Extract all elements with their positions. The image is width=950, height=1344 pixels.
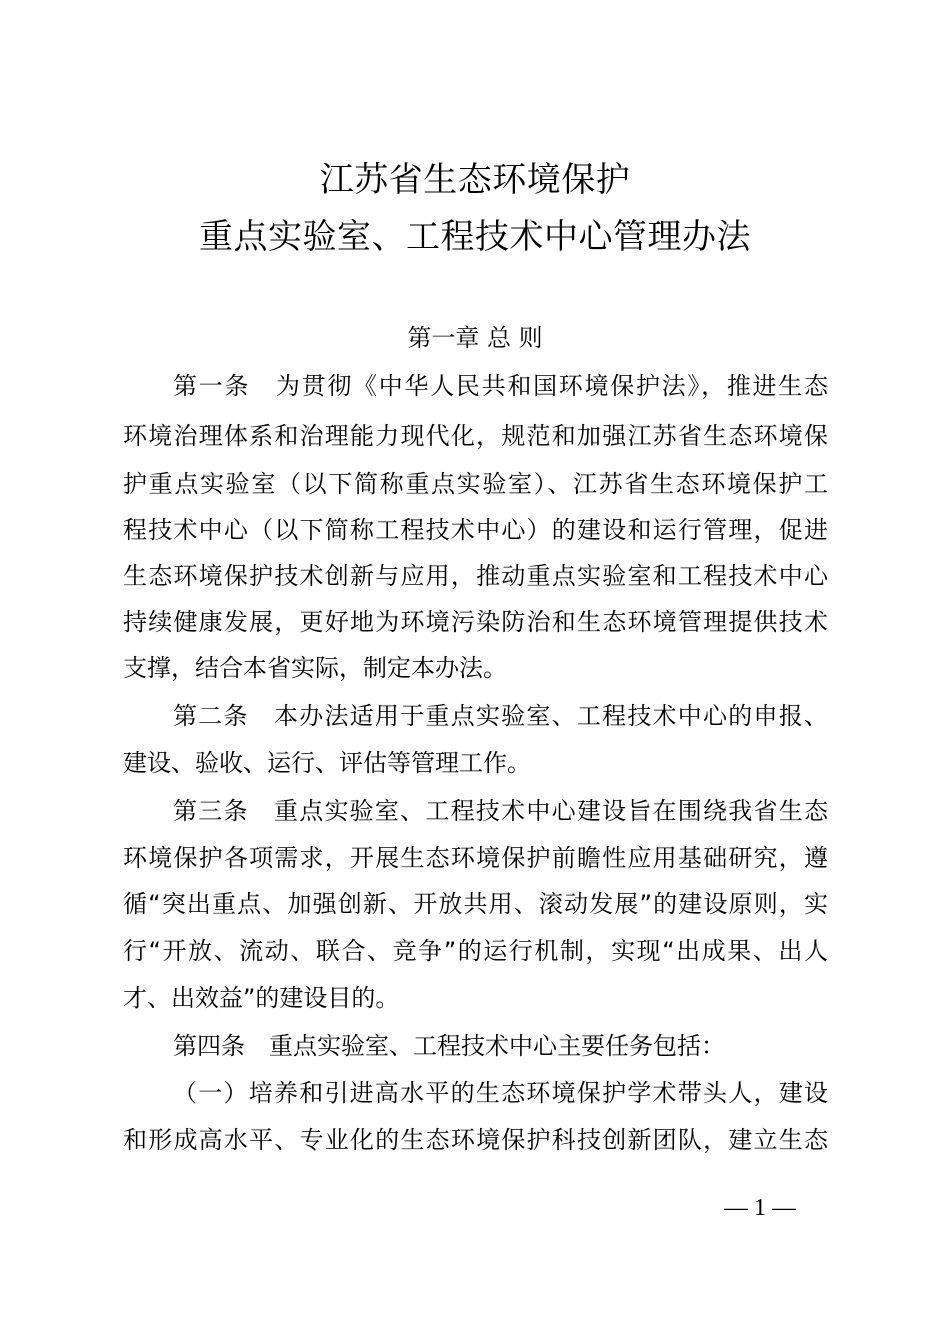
article-3-line: 循“突出重点、加强创新、开放共用、滚动发展”的建设原则，实	[123, 890, 828, 918]
article-4-item-1-line: 和形成高水平、专业化的生态环境保护科技创新团队，建立生态	[123, 1126, 828, 1154]
article-1-line: 持续健康发展，更好地为环境污染防治和生态环境管理提供技术	[123, 608, 828, 636]
article-1-line: 环境治理体系和治理能力现代化，规范和加强江苏省生态环境保	[123, 422, 828, 450]
article-2-line: 第二条 本办法适用于重点实验室、工程技术中心的申报、	[173, 702, 828, 730]
document-title-line-1: 江苏省生态环境保护	[319, 160, 631, 200]
article-3-line: 环境保护各项需求，开展生态环境保护前瞻性应用基础研究，遵	[123, 844, 828, 872]
article-1-line: 生态环境保护技术创新与应用，推动重点实验室和工程技术中心	[123, 562, 828, 590]
article-1-line: 支撑，结合本省实际，制定本办法。	[123, 654, 507, 682]
article-4-item-1-line: （一）培养和引进高水平的生态环境保护学术带头人，建设	[173, 1079, 828, 1107]
document-title-line-2: 重点实验室、工程技术中心管理办法	[199, 217, 751, 257]
article-2-line: 建设、验收、运行、评估等管理工作。	[123, 749, 531, 777]
article-3-line: 才、出效益”的建设目的。	[123, 984, 400, 1012]
page-number: — 1 —	[724, 1195, 796, 1221]
article-3-line: 行“开放、流动、联合、竞争”的运行机制，实现“出成果、出人	[123, 937, 828, 965]
article-1-line: 程技术中心（以下简称工程技术中心）的建设和运行管理，促进	[123, 516, 828, 544]
chapter-heading: 第一章 总 则	[407, 324, 543, 352]
article-1-line: 护重点实验室（以下简称重点实验室）、江苏省生态环境保护工	[123, 470, 828, 498]
article-3-line: 第三条 重点实验室、工程技术中心建设旨在围绕我省生态	[173, 797, 828, 825]
article-1-line: 第一条 为贯彻《中华人民共和国环境保护法》，推进生态	[173, 372, 828, 400]
article-4-line: 第四条 重点实验室、工程技术中心主要任务包括：	[173, 1032, 725, 1060]
